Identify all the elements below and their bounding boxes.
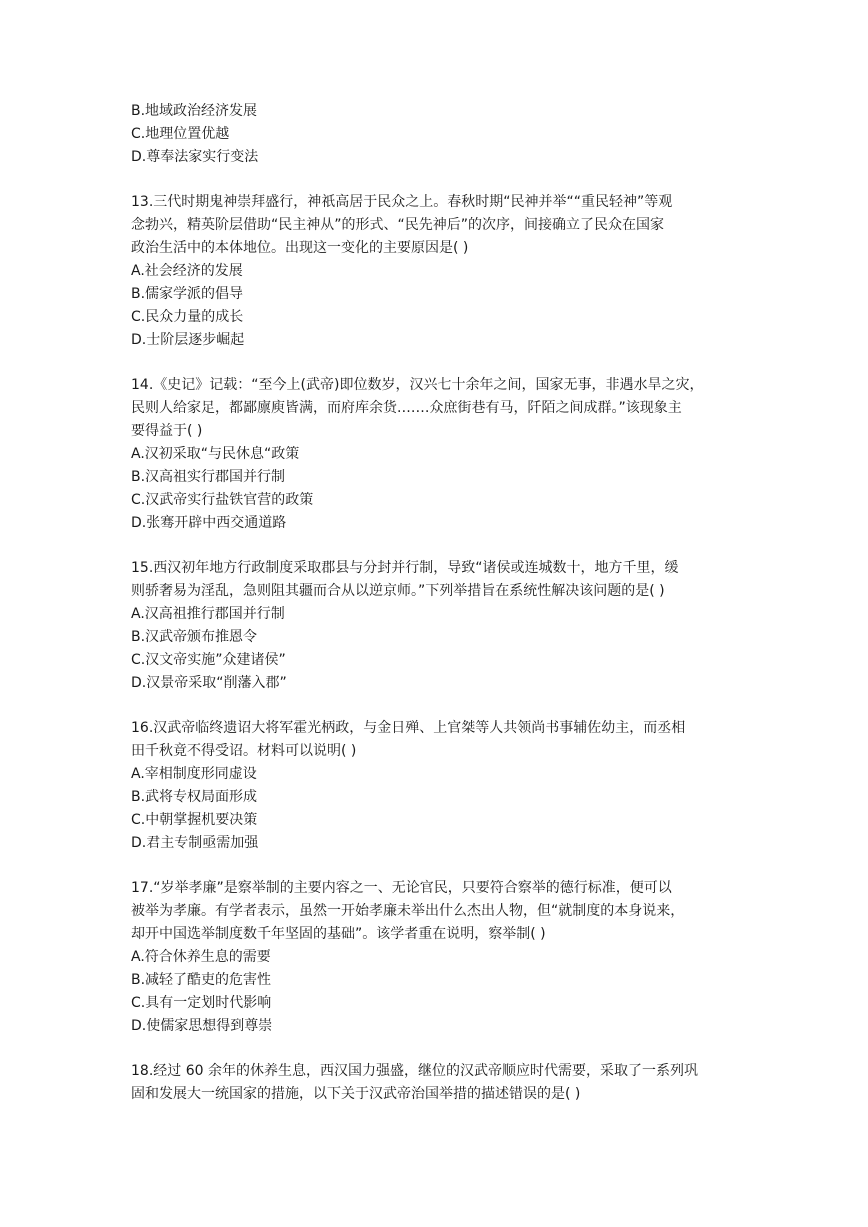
question-gap [131, 535, 741, 557]
option-line: B.武将专权局面形成 [131, 789, 258, 805]
option-line: C.民众力量的成长 [131, 309, 244, 325]
question-stem-line: 要得益于( ) [131, 423, 203, 439]
option-line: A.汉高祖推行郡国并行制 [131, 606, 285, 622]
question-block [131, 557, 741, 695]
question-gap [131, 855, 741, 877]
question-stem-line: 却开中国选举制度数千年坚固的基础”。该学者重在说明，察举制( ) [131, 926, 546, 942]
question-stem-line: 14.《史记》记载：“至今上(武帝)即位数岁，汉兴七十余年之间，国家无事，非遇水旱之灾， [131, 377, 704, 393]
question-stem-line: 16.汉武帝临终遗诏大将军霍光柄政，与金日殚、上官桀等人共领尚书事辅佐幼主，而丞相 [131, 720, 686, 736]
question-stem-line: 13.三代时期鬼神崇拜盛行，神祇高居于民众之上。春秋时期“民神并举““重民轻神”等观 [131, 194, 673, 210]
option-line: D.君主专制亟需加强 [131, 835, 259, 851]
option-line: C.汉文帝实施”众建诸侯” [131, 652, 286, 668]
question-list [131, 169, 741, 1106]
question-block [131, 877, 741, 1038]
option-line: B.减轻了酷吏的危害性 [131, 972, 272, 988]
question-block [131, 717, 741, 855]
option-line: A.社会经济的发展 [131, 263, 243, 279]
option-line: A.汉初采取“与民休息“政策 [131, 446, 300, 462]
question-block [131, 191, 741, 352]
lead-options [131, 100, 741, 169]
option-line: D.张骞开辟中西交通道路 [131, 515, 287, 531]
option-line: A.宰相制度形同虚设 [131, 766, 257, 782]
option-line: B.汉武帝颁布推恩令 [131, 629, 258, 645]
question-stem-line: 17.“岁举孝廉”是察举制的主要内容之一、无论官民，只要符合察举的德行标准，便可以 [131, 880, 672, 896]
question-stem-line: 18.经过 60 余年的休养生息，西汉国力强盛，继位的汉武帝顺应时代需要，采取了一系列巩 [131, 1063, 698, 1079]
question-gap [131, 352, 741, 374]
option-line: B.地域政治经济发展 [131, 103, 258, 119]
option-line: D.汉景帝采取“削藩入郡” [131, 675, 287, 691]
option-line: C.汉武帝实行盐铁官营的政策 [131, 492, 314, 508]
option-line: C.具有一定划时代影响 [131, 995, 272, 1011]
question-block [131, 1060, 741, 1106]
option-line: A.符合休养生息的需要 [131, 949, 271, 965]
option-line: C.地理位置优越 [131, 126, 230, 142]
option-line: D.士阶层逐步崛起 [131, 332, 245, 348]
question-gap [131, 1038, 741, 1060]
question-stem-line: 政治生活中的本体地位。出现这一变化的主要原因是( ) [131, 240, 469, 256]
question-stem-line: 被举为孝廉。有学者表示，虽然一开始孝廉未举出什么杰出人物，但“就制度的本身说来， [131, 903, 685, 919]
option-line: D.使儒家思想得到尊崇 [131, 1018, 273, 1034]
question-stem-line: 则骄奢易为淫乱，急则阻其疆而合从以逆京师。”下列举措旨在系统性解决该问题的是( ) [131, 583, 665, 599]
question-stem-line: 15.西汉初年地方行政制度采取郡县与分封并行制，导致“诸侯或连城数十，地方千里，缓 [131, 560, 679, 576]
document-page [131, 100, 741, 1106]
question-gap [131, 169, 741, 191]
option-line: B.汉高祖实行郡国并行制 [131, 469, 286, 485]
option-line: B.儒家学派的倡导 [131, 286, 244, 302]
question-stem-line: 固和发展大一统国家的措施，以下关于汉武帝治国举措的描述错误的是( ) [131, 1086, 581, 1102]
option-line: C.中朝掌握机要决策 [131, 812, 258, 828]
question-stem-line: 田千秋竟不得受诏。材料可以说明( ) [131, 743, 357, 759]
option-line: D.尊奉法家实行变法 [131, 149, 259, 165]
question-block [131, 374, 741, 535]
question-stem-line: 念勃兴，精英阶层借助“民主神从”的形式、“民先神后”的次序，间接确立了民众在国家 [131, 217, 665, 233]
question-gap [131, 695, 741, 717]
question-stem-line: 民则人给家足，都鄙廪庾皆满，而府库余货.……众庶街巷有马，阡陌之间成群。”该现象主 [131, 400, 682, 416]
